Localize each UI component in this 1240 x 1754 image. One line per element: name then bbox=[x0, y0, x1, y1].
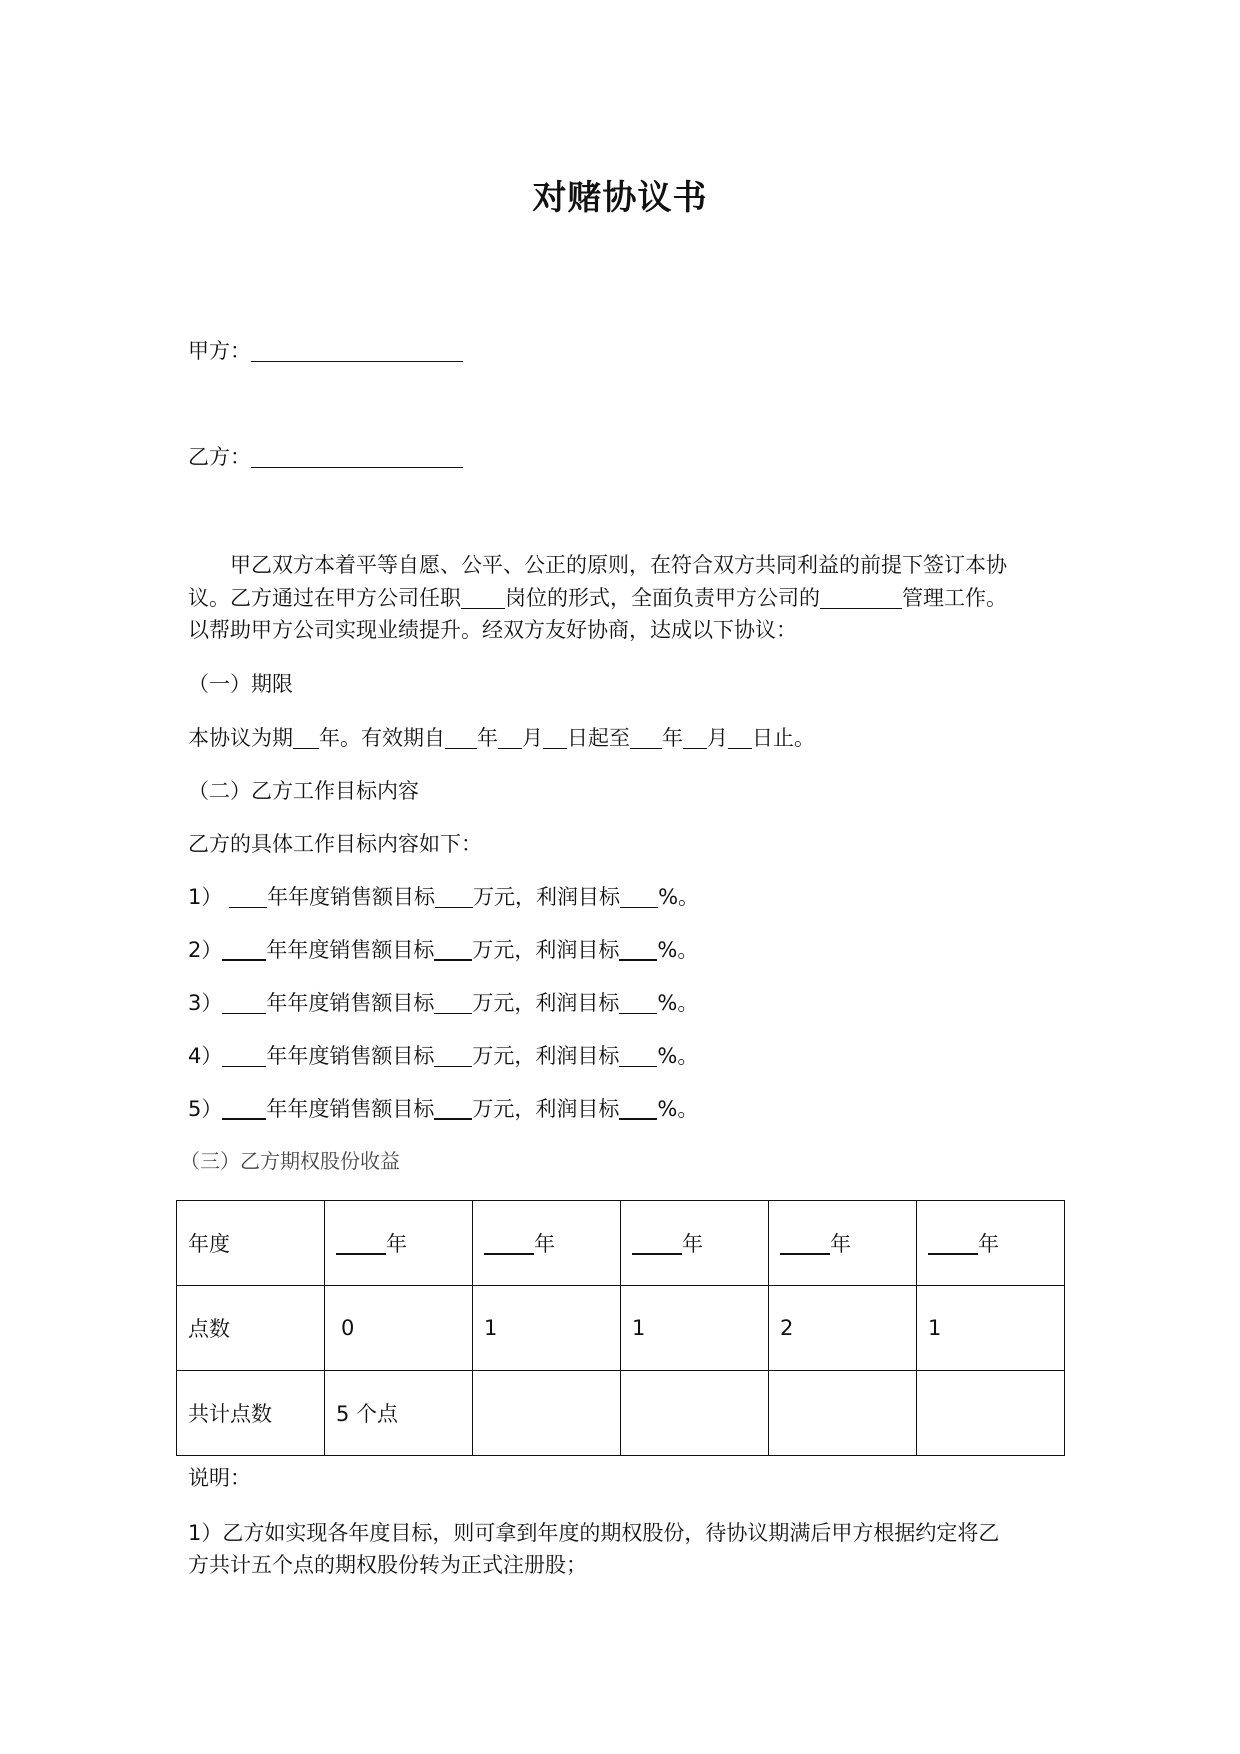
year-cell[interactable] bbox=[769, 1201, 917, 1286]
term-line bbox=[188, 723, 815, 753]
target-text-a: 年年度销售额目标 bbox=[266, 1044, 435, 1068]
points-row-label: 点数 bbox=[177, 1286, 325, 1371]
position-blank[interactable] bbox=[461, 586, 505, 609]
party-a-blank[interactable] bbox=[251, 339, 463, 362]
intro-line-2 bbox=[188, 583, 1007, 613]
year-suffix: 年 bbox=[830, 1232, 851, 1256]
target-text-b: 万元，利润目标 bbox=[472, 1044, 620, 1068]
target-text-c: %。 bbox=[658, 885, 700, 909]
target-profit-blank[interactable] bbox=[619, 1044, 657, 1067]
target-text-b: 万元，利润目标 bbox=[472, 991, 620, 1015]
end-year-blank[interactable] bbox=[630, 726, 662, 749]
term-text-e: 日起至 bbox=[567, 726, 630, 750]
section-2-intro: 乙方的具体工作目标内容如下： bbox=[188, 832, 482, 856]
intro-line-3: 以帮助甲方公司实现业绩提升。经双方友好协商，达成以下协议： bbox=[188, 618, 797, 642]
target-text-a: 年年度销售额目标 bbox=[266, 938, 435, 962]
year-suffix: 年 bbox=[534, 1232, 555, 1256]
target-num: 1） bbox=[188, 885, 223, 909]
total-row-label: 共计点数 bbox=[177, 1371, 325, 1456]
end-day-blank[interactable] bbox=[728, 726, 752, 749]
start-year-blank[interactable] bbox=[445, 726, 477, 749]
section-2-heading: （二）乙方工作目标内容 bbox=[188, 779, 419, 803]
target-profit-blank[interactable] bbox=[619, 1096, 657, 1120]
term-text-h: 日止。 bbox=[752, 726, 815, 750]
target-profit-blank[interactable] bbox=[620, 885, 658, 908]
intro-line-1: 甲乙双方本着平等自愿、公平、公正的原则，在符合双方共同利益的前提下签订本协 bbox=[230, 553, 1007, 577]
section-1-heading: （一）期限 bbox=[188, 672, 293, 696]
target-num: 3） bbox=[188, 991, 223, 1015]
party-b-blank[interactable] bbox=[251, 445, 463, 468]
intro-text-c: 管理工作。 bbox=[902, 586, 1007, 610]
start-day-blank[interactable] bbox=[543, 726, 567, 749]
section-3-heading: （三）乙方期权股份收益 bbox=[180, 1149, 400, 1173]
equity-table bbox=[176, 1200, 1065, 1456]
end-month-blank[interactable] bbox=[683, 726, 707, 749]
target-year-blank[interactable] bbox=[222, 991, 266, 1014]
document-title: 对赌协议书 bbox=[532, 178, 708, 218]
target-num: 4） bbox=[188, 1044, 223, 1068]
party-b-label: 乙方： bbox=[188, 445, 251, 469]
term-text-d: 月 bbox=[522, 726, 543, 750]
target-text-a: 年年度销售额目标 bbox=[267, 885, 436, 909]
target-year-blank[interactable] bbox=[222, 1096, 266, 1120]
points-cell: 0 bbox=[325, 1286, 473, 1371]
note-1-line-2: 方共计五个点的期权股份转为正式注册股； bbox=[188, 1553, 587, 1577]
target-profit-blank[interactable] bbox=[619, 991, 657, 1014]
year-suffix: 年 bbox=[386, 1232, 407, 1256]
table-row bbox=[177, 1286, 1065, 1371]
year-cell[interactable] bbox=[473, 1201, 621, 1286]
year-cell[interactable] bbox=[325, 1201, 473, 1286]
target-sales-blank[interactable] bbox=[434, 1096, 472, 1120]
table-row bbox=[177, 1371, 1065, 1456]
total-cell: 5 个点 bbox=[325, 1371, 473, 1456]
target-sales-blank[interactable] bbox=[435, 885, 473, 908]
term-text-f: 年 bbox=[662, 726, 683, 750]
year-row-label: 年度 bbox=[177, 1201, 325, 1286]
start-month-blank[interactable] bbox=[498, 726, 522, 749]
empty-cell bbox=[769, 1371, 917, 1456]
note-1-line-1: 1）乙方如实现各年度目标，则可拿到年度的期权股份，待协议期满后甲方根据约定将乙 bbox=[188, 1521, 1000, 1545]
year-blank[interactable] bbox=[928, 1231, 978, 1255]
term-text-c: 年 bbox=[477, 726, 498, 750]
target-num: 2） bbox=[188, 938, 223, 962]
term-text-a: 本协议为期 bbox=[188, 726, 293, 750]
target-item-5 bbox=[188, 1094, 698, 1124]
target-item-3 bbox=[188, 988, 698, 1018]
term-years-blank[interactable] bbox=[293, 726, 319, 749]
term-text-b: 年。有效期自 bbox=[319, 726, 445, 750]
target-text-c: %。 bbox=[657, 1044, 699, 1068]
target-item-4 bbox=[188, 1041, 698, 1071]
target-profit-blank[interactable] bbox=[619, 937, 657, 961]
target-item-2 bbox=[188, 935, 698, 965]
target-text-c: %。 bbox=[657, 938, 699, 962]
management-blank[interactable] bbox=[820, 586, 902, 609]
year-suffix: 年 bbox=[682, 1232, 703, 1256]
party-a-line bbox=[188, 336, 463, 366]
points-cell: 1 bbox=[917, 1286, 1065, 1371]
empty-cell bbox=[917, 1371, 1065, 1456]
target-text-b: 万元，利润目标 bbox=[472, 1097, 620, 1121]
target-text-a: 年年度销售额目标 bbox=[266, 991, 435, 1015]
target-text-c: %。 bbox=[657, 991, 699, 1015]
target-text-b: 万元，利润目标 bbox=[472, 938, 620, 962]
target-text-c: %。 bbox=[657, 1097, 699, 1121]
party-a-label: 甲方： bbox=[188, 339, 251, 363]
year-blank[interactable] bbox=[632, 1231, 682, 1255]
target-text-a: 年年度销售额目标 bbox=[266, 1097, 435, 1121]
target-year-blank[interactable] bbox=[222, 1044, 266, 1067]
year-blank[interactable] bbox=[484, 1231, 534, 1255]
year-cell[interactable] bbox=[917, 1201, 1065, 1286]
empty-cell bbox=[473, 1371, 621, 1456]
target-sales-blank[interactable] bbox=[434, 937, 472, 961]
target-sales-blank[interactable] bbox=[434, 991, 472, 1014]
table-row bbox=[177, 1201, 1065, 1286]
empty-cell bbox=[621, 1371, 769, 1456]
term-text-g: 月 bbox=[707, 726, 728, 750]
target-text-b: 万元，利润目标 bbox=[473, 885, 621, 909]
points-cell: 1 bbox=[621, 1286, 769, 1371]
target-num: 5） bbox=[188, 1097, 223, 1121]
year-cell[interactable] bbox=[621, 1201, 769, 1286]
year-blank[interactable] bbox=[780, 1231, 830, 1255]
year-blank[interactable] bbox=[336, 1231, 386, 1255]
target-item-1 bbox=[188, 882, 699, 912]
target-year-blank[interactable] bbox=[222, 937, 266, 961]
target-sales-blank[interactable] bbox=[434, 1044, 472, 1067]
year-suffix: 年 bbox=[978, 1232, 999, 1256]
points-cell: 2 bbox=[769, 1286, 917, 1371]
target-year-blank[interactable] bbox=[229, 885, 267, 908]
notes-heading: 说明： bbox=[188, 1466, 251, 1490]
intro-text-a: 议。乙方通过在甲方公司任职 bbox=[188, 586, 461, 610]
points-cell: 1 bbox=[473, 1286, 621, 1371]
party-b-line bbox=[188, 442, 463, 472]
intro-text-b: 岗位的形式，全面负责甲方公司的 bbox=[505, 586, 820, 610]
